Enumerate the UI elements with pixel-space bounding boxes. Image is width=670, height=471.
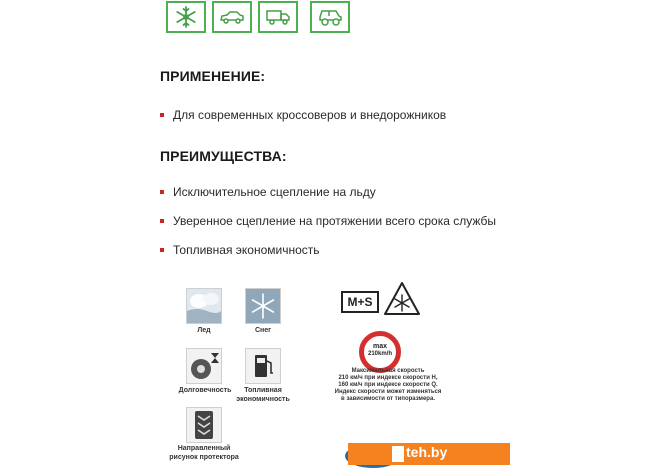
snow-tile xyxy=(245,288,281,324)
bullet-icon xyxy=(160,190,164,194)
fuel-pump-icon xyxy=(246,349,280,383)
list-item: Исключительное сцепление на льду xyxy=(160,185,376,199)
vehicle-icon-truck xyxy=(258,1,298,33)
ms-badge: M+S xyxy=(341,291,379,313)
tread-pattern-icon xyxy=(187,408,221,442)
pattern-label: Направленный рисунок протектора xyxy=(169,445,239,461)
fuel-tile xyxy=(245,348,281,384)
three-peak-mountain-snowflake-icon xyxy=(383,280,421,316)
speed-limit-sign: max 210km/h xyxy=(359,331,401,373)
snow-label: Снег xyxy=(254,327,272,334)
car-icon xyxy=(219,9,245,25)
snowflake-icon xyxy=(246,289,280,323)
vehicle-icon-suv xyxy=(310,1,350,33)
bullet-icon xyxy=(160,219,164,223)
bullet-icon xyxy=(160,113,164,117)
vehicle-icon-snow xyxy=(166,1,206,33)
ice-label: Лед xyxy=(197,327,211,334)
truck-icon xyxy=(265,8,291,26)
fuel-label: Топливная экономичность xyxy=(236,387,290,403)
list-item: Уверенное сцепление на протяжении всего срока службы xyxy=(160,214,496,228)
ice-tile xyxy=(186,288,222,324)
durability-tile xyxy=(186,348,222,384)
pattern-tile xyxy=(186,407,222,443)
application-heading: ПРИМЕНЕНИЕ: xyxy=(160,68,266,84)
tire-hourglass-icon xyxy=(187,349,221,383)
durability-label: Долговечность xyxy=(178,387,232,394)
advantages-heading: ПРЕИМУЩЕСТВА: xyxy=(160,148,287,164)
suv-icon xyxy=(317,7,343,27)
bullet-icon xyxy=(160,248,164,252)
vehicle-icon-car xyxy=(212,1,252,33)
ice-icon xyxy=(187,289,221,323)
watermark-text: teh.by xyxy=(406,444,448,460)
watermark-tag xyxy=(392,446,404,462)
list-item: Топливная экономичность xyxy=(160,243,320,257)
list-item: Для современных кроссоверов и внедорожников xyxy=(160,108,446,122)
speed-note: Максимальная скорость 210 км/ч при индексе скорости H, 160 км/ч при индексе скорости Q. Индекс скорости может изменяться в зависимости от типоразмера. xyxy=(334,368,442,402)
snowflake-icon xyxy=(174,5,198,29)
